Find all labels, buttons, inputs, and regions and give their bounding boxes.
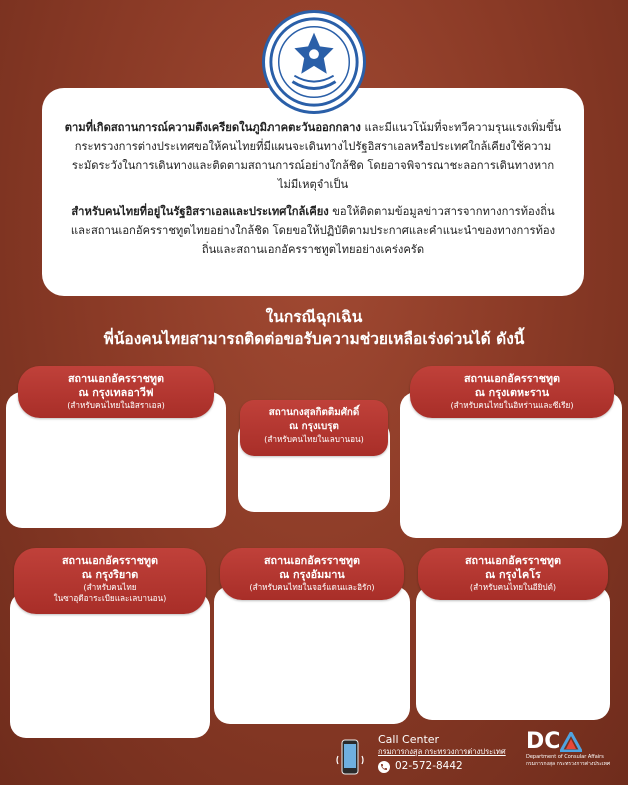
riyadh-scope-2: ในซาอุดีอาระเบียและเลบานอน) <box>53 593 167 603</box>
dca-logo <box>526 730 610 768</box>
beirut-scope: (สำหรับคนไทยในเลบานอน) <box>264 434 364 444</box>
headline-line-2: พี่น้องคนไทยสามารถติดต่อขอรับความช่วยเหลือเร่งด่วนได้ ดังนี้ <box>103 330 525 348</box>
beirut-city: ณ กรุงเบรุต <box>289 421 339 432</box>
tehran-city: ณ กรุงเตหะราน <box>474 386 550 399</box>
pill-riyadh <box>14 548 206 614</box>
dca-sub-en: Department of Consular Affairs <box>526 754 604 760</box>
notice-p2-bold: สำหรับคนไทยที่อยู่ในรัฐอิสราเอลและประเทศใกล้เคียง <box>71 205 329 218</box>
call-center-phone-row <box>378 759 506 774</box>
notice-paragraph-1 <box>64 118 562 194</box>
riyadh-city: ณ กรุงริยาด <box>81 568 139 581</box>
riyadh-scope-1: (สำหรับคนไทย <box>83 582 137 592</box>
telaviv-scope: (สำหรับคนไทยในอิสราเอล) <box>67 400 165 410</box>
beirut-title: สถานกงสุลกิตติมศักดิ์ <box>268 407 360 418</box>
dca-sub-th: กรมการกงสุล กระทรวงการต่างประเทศ <box>526 761 611 767</box>
amman-title: สถานเอกอัครราชทูต <box>263 554 361 567</box>
dca-triangle-icon <box>560 732 582 752</box>
pill-amman <box>220 548 404 600</box>
telaviv-city: ณ กรุงเทลอาวีฟ <box>78 386 154 399</box>
pill-tehran <box>410 366 614 418</box>
cairo-city: ณ กรุงไคโร <box>485 568 541 581</box>
dca-letters: DC <box>526 729 561 754</box>
notice-p1-text: และมีแนวโน้มที่จะทวีความรุนแรงเพิ่มขึ้น กระทรวงการต่างประเทศขอให้คนไทยที่มีแผนจะเดินทางไปรัฐอิสราเอลหรือประเทศใกล้เคียงใช้ความระมัดระวังในการเดินทางและติดตามสถานการณ์อย่างใกล้ชิด โดยอาจพิจารณาชะลอการเดินทางหากไม่มีเหตุจำเป็น <box>71 121 562 191</box>
card-amman <box>214 586 410 724</box>
phone-icon <box>378 761 390 773</box>
dca-wordmark <box>526 730 610 754</box>
call-center-title: Call Center <box>378 733 440 746</box>
call-center-phone[interactable]: 02-572-8442 <box>395 760 463 772</box>
mobile-phone-icon <box>336 738 364 778</box>
cairo-scope: (สำหรับคนไทยในอียิปต์) <box>469 582 557 592</box>
cairo-title: สถานเอกอัครราชทูต <box>464 554 562 567</box>
notice-p2-text: ขอให้ติดตามข้อมูลข่าวสารจากทางการท้องถิ่นและสถานเอกอัครราชทูตไทยอย่างใกล้ชิด โดยขอให้ปฏิบัติตามประกาศและคำแนะนำของทางการท้องถิ่นและสถานเอกอัครราชทูตไทยอย่างเคร่งครัด <box>70 205 556 256</box>
call-center <box>378 733 506 774</box>
telaviv-title: สถานเอกอัครราชทูต <box>67 372 165 385</box>
tehran-scope: (สำหรับคนไทยในอิหร่านและซีเรีย) <box>450 400 574 410</box>
notice-p1-bold: ตามที่เกิดสถานการณ์ความตึงเครียดในภูมิภาคตะวันออกกลาง <box>64 121 361 134</box>
amman-scope: (สำหรับคนไทยในจอร์แดนและอิรัก) <box>249 582 375 592</box>
pill-cairo <box>418 548 608 600</box>
headline-line-1: ในกรณีฉุกเฉิน <box>265 308 363 326</box>
pill-beirut <box>240 400 388 456</box>
amman-city: ณ กรุงอัมมาน <box>279 568 345 581</box>
riyadh-title: สถานเอกอัครราชทูต <box>61 554 159 567</box>
notice-box <box>42 88 584 296</box>
pill-telaviv <box>18 366 214 418</box>
tehran-title: สถานเอกอัครราชทูต <box>463 372 561 385</box>
call-center-dept: กรมการกงสุล กระทรวงการต่างประเทศ <box>378 747 506 756</box>
ministry-seal-icon <box>262 10 366 114</box>
emergency-headline <box>0 306 628 350</box>
card-cairo <box>416 586 610 720</box>
notice-paragraph-2 <box>64 202 562 259</box>
